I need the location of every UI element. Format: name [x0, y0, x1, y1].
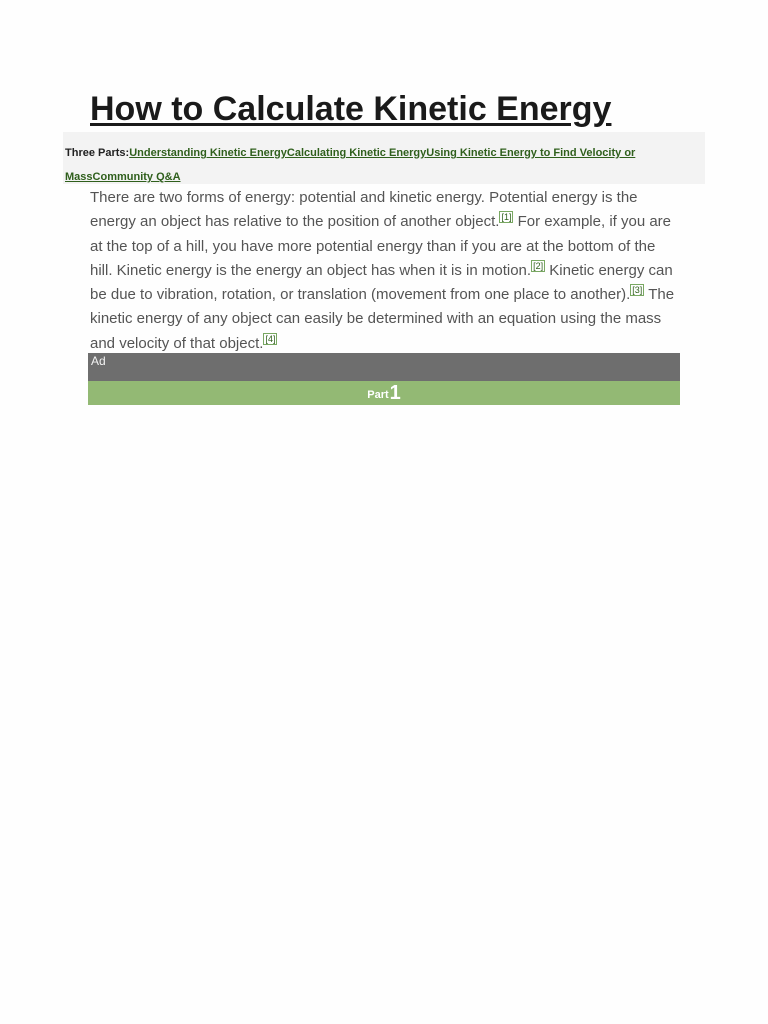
- ad-label: Ad: [91, 354, 106, 368]
- parts-link-calculating[interactable]: Calculating Kinetic Energy: [286, 147, 427, 159]
- citation-link-4[interactable]: [4]: [265, 333, 276, 344]
- part-header: [88, 381, 680, 405]
- citation-link-2[interactable]: [2]: [533, 260, 544, 271]
- parts-link-community-qa[interactable]: Community Q&A: [92, 171, 181, 183]
- intro-text-4: The kinetic energy of any object can easily be determined with an equation using the mass and velocity of that object.: [90, 286, 675, 352]
- parts-nav-label: Three Parts:: [65, 147, 130, 159]
- citation-2: [531, 260, 545, 272]
- parts-navigation: [63, 132, 705, 184]
- part-number: 1: [389, 382, 401, 404]
- citation-1: [499, 211, 513, 223]
- citation-link-1[interactable]: [1]: [501, 212, 512, 223]
- citation-3: [630, 284, 644, 296]
- intro-text-3: Kinetic energy can be due to vibration, rotation, or translation (movement from one place to another).: [90, 261, 673, 304]
- parts-link-velocity-mass[interactable]: Using Kinetic Energy to Find Velocity or Mass: [65, 147, 636, 183]
- intro-text-1: There are two forms of energy: potential and kinetic energy. Potential energy is the energy an object has relative to the position of another object.: [90, 189, 638, 231]
- parts-link-understanding[interactable]: Understanding Kinetic Energy: [129, 147, 287, 159]
- citation-4: [263, 333, 277, 345]
- page-title: How to Calculate Kinetic Energy: [90, 90, 612, 128]
- intro-paragraph: [90, 186, 680, 356]
- intro-text-2: For example, if you are at the top of a hill, you have more potential energy than if you are at the bottom of the hill. Kinetic energy is the energy an object has when it is in motion.: [90, 213, 672, 279]
- citation-link-3[interactable]: [3]: [632, 285, 643, 296]
- ad-banner[interactable]: [88, 353, 680, 381]
- part-label: Part: [367, 389, 389, 401]
